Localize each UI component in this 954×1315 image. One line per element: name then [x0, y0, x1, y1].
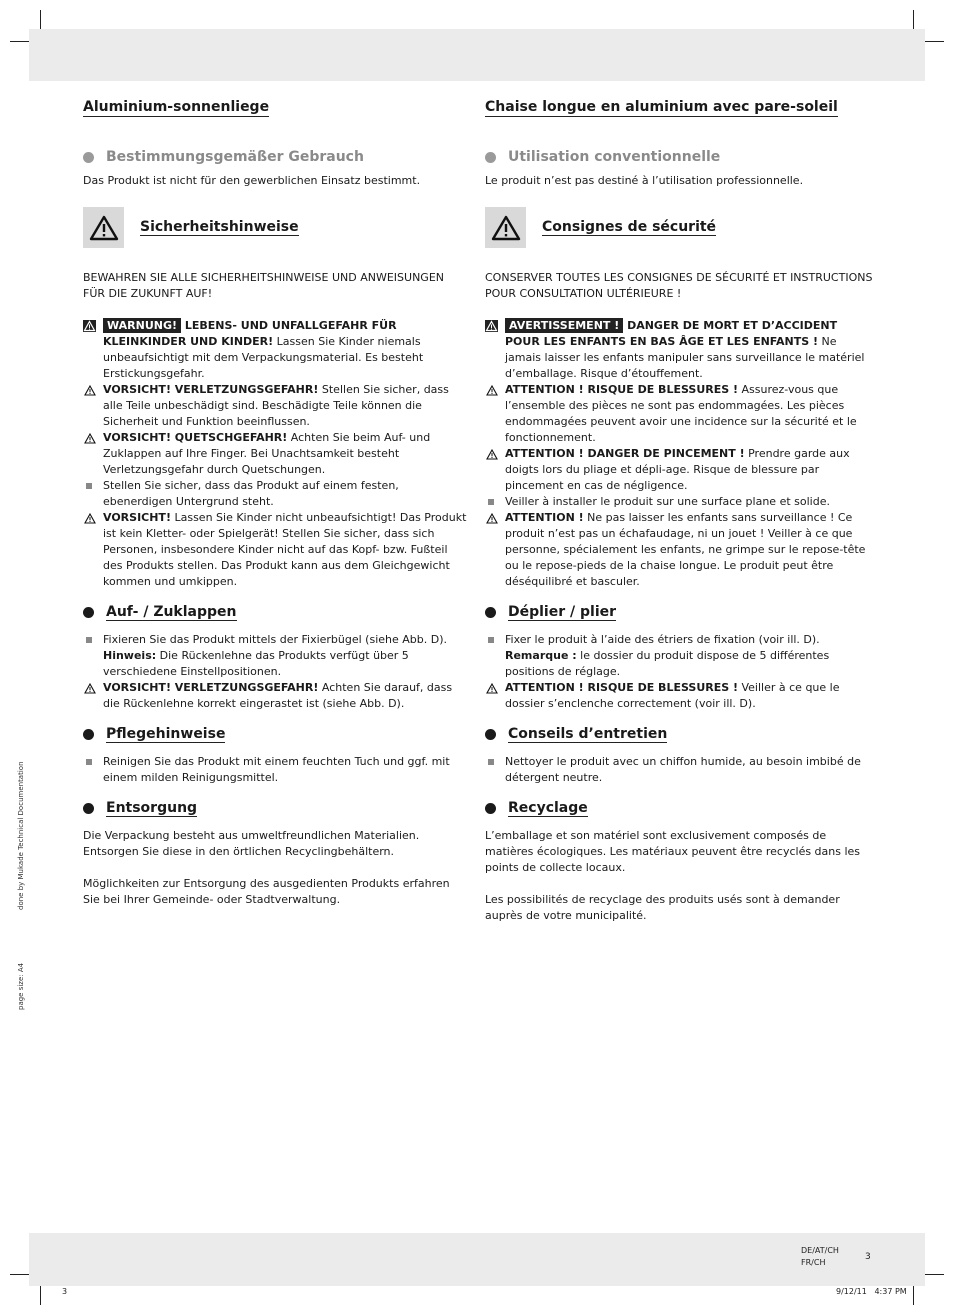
caution-triangle-icon [486, 683, 498, 694]
note-text: Die Rückenlehne das Produkts verfügt über 5 verschiedene Einstellpositionen. [103, 649, 409, 678]
bullet-item [83, 754, 469, 786]
caution-bold-text: VORSICHT! VERLETZUNGSGEFAHR! [103, 681, 319, 694]
caution-text: Lassen Sie Kinder nicht unbeaufsichtigt! Das Produkt ist kein Kletter- oder Spielgerät! Stellen Sie sicher, dass sich Personen, insbesondere Kinder nicht auf das Kopf- bzw. Fußteil des Produkts stellen. Das Produkt kann aus dem Gleichgewicht kommen und umkippen. [103, 511, 467, 588]
paragraph: Les possibilités de recyclage des produits usés sont à demander auprès de votre municipalité. [485, 893, 840, 922]
square-bullet-icon [488, 637, 494, 643]
section-heading [485, 604, 875, 620]
safety-header [83, 207, 469, 248]
paragraph: BEWAHREN SIE ALLE SICHERHEITSHINWEISE UND ANWEISUNGEN FÜR DIE ZUKUNFT AUF! [83, 271, 445, 300]
caution-triangle-icon [486, 449, 498, 460]
section-title: Auf- / Zuklappen [106, 604, 237, 620]
caution-item [485, 510, 875, 590]
warning-bold-text: DANGER DE MORT ET D’ACCIDENT POUR LES ENFANTS EN BAS ÂGE ET LES ENFANTS ! [505, 319, 838, 348]
warning-text: Ne jamais laisser les enfants manipuler sans surveillance le matériel d’emballage. Risque d’étouffement. [505, 335, 865, 380]
crop-mark [40, 1283, 41, 1305]
caution-triangle-icon [486, 385, 498, 396]
section-title: Bestimmungsgemäßer Gebrauch [106, 149, 364, 165]
caution-bold-text: VORSICHT! VERLETZUNGSGEFAHR! [103, 383, 319, 396]
warning-bold-text: LEBENS- UND UNFALLGEFAHR FÜR KLEINKINDER UND KINDER! [103, 319, 397, 348]
caution-bold-text: ATTENTION ! RISQUE DE BLESSURES ! [505, 383, 738, 396]
bullet-item [83, 632, 469, 680]
paragraph: L’emballage et son matériel sont exclusivement composés de matières écologiques. Les matériaux peuvent être recyclés dans les points de collecte locaux. [485, 829, 861, 874]
caution-text: Achten Sie darauf, dass die Rückenlehne korrekt eingerastet ist (siehe Abb. D). [103, 681, 453, 710]
caution-item [83, 430, 469, 478]
section-heading [485, 149, 875, 165]
section-title: Pflegehinweise [106, 726, 226, 742]
language-codes [801, 1245, 839, 1269]
caution-text: Stellen Sie sicher, dass alle Teile unbeschädigt sind. Beschädigte Teile können die Sicherheit und Funktion beeinflussen. [103, 383, 449, 428]
caution-triangle-icon [84, 433, 96, 444]
section-heading [83, 149, 469, 165]
caution-text: Prendre garde aux doigts lors du pliage et dépli-age. Risque de blessure par pincement en cas de négligence. [505, 447, 850, 492]
caution-text: Assurez-vous que l’ensemble des pièces ne sont pas endommagées. Les pièces endommagées peuvent avoir une incidence sur la sécurité et le fonctionnement. [505, 383, 857, 444]
caution-item [485, 382, 875, 446]
bullet-item [485, 632, 875, 680]
bullet-item [485, 494, 875, 510]
caution-bold-text: VORSICHT! [103, 511, 171, 524]
warning-icon [485, 320, 498, 332]
warning-item [485, 318, 875, 382]
section-title: Conseils d’entretien [508, 726, 668, 742]
bullet-item [485, 754, 875, 786]
page-number: 3 [865, 1252, 871, 1262]
language-line: DE/AT/CH [801, 1246, 839, 1255]
section-heading [83, 726, 469, 742]
caution-triangle-icon [84, 385, 96, 396]
note-label: Remarque : [505, 649, 577, 662]
caution-item [485, 680, 875, 712]
bullet-text: Fixieren Sie das Produkt mittels der Fixierbügel (siehe Abb. D). [103, 633, 448, 646]
footer-band [29, 1233, 925, 1286]
bullet-item [83, 478, 469, 510]
caution-bold-text: VORSICHT! QUETSCHGEFAHR! [103, 431, 288, 444]
caution-bold-text: ATTENTION ! [505, 511, 584, 524]
square-bullet-icon [488, 759, 494, 765]
french-column [485, 96, 875, 924]
warning-triangle-icon [83, 207, 124, 248]
bullet-text: Veiller à installer le produit sur une surface plane et solide. [505, 495, 830, 508]
section-heading [485, 800, 875, 816]
paragraph: Le produit n’est pas destiné à l’utilisation professionnelle. [485, 174, 804, 187]
caution-text: Achten Sie beim Auf- und Zuklappen auf Ihre Finger. Bei Unachtsamkeit besteht Verletzungsgefahr durch Quetschungen. [103, 431, 431, 476]
section-title: Sicherheitshinweise [140, 219, 299, 235]
bullet-text: Reinigen Sie das Produkt mit einem feuchten Tuch und ggf. mit einem milden Reinigungsmittel. [103, 755, 450, 784]
safety-header [485, 207, 875, 248]
section-heading [83, 604, 469, 620]
doc-credit: done by Mukade Technical Documentation [17, 761, 25, 910]
print-timestamp: 9/12/11 4:37 PM [836, 1287, 907, 1296]
bullet-dot-icon [485, 152, 496, 163]
paragraph: Die Verpackung besteht aus umweltfreundlichen Materialien. Entsorgen Sie diese in den örtlichen Recyclingbehältern. [83, 829, 420, 858]
bullet-dot-icon [83, 152, 94, 163]
paragraph: CONSERVER TOUTES LES CONSIGNES DE SÉCURITÉ ET INSTRUCTIONS POUR CONSULTATION ULTÉRIEURE ! [485, 271, 873, 300]
bullet-text: Nettoyer le produit avec un chiffon humide, au besoin imbibé de détergent neutre. [505, 755, 861, 784]
paragraph: Möglichkeiten zur Entsorgung des ausgedienten Produkts erfahren Sie bei Ihrer Gemeinde- oder Stadtverwaltung. [83, 877, 450, 906]
crop-mark [913, 1283, 914, 1305]
section-title: Entsorgung [106, 800, 198, 816]
caution-triangle-icon [84, 683, 96, 694]
paragraph: Das Produkt ist nicht für den gewerblichen Einsatz bestimmt. [83, 174, 421, 187]
section-heading [485, 726, 875, 742]
crop-mark [922, 41, 944, 42]
section-title: Consignes de sécurité [542, 219, 717, 235]
square-bullet-icon [488, 499, 494, 505]
caution-triangle-icon [486, 513, 498, 524]
bullet-dot-icon [83, 803, 94, 814]
square-bullet-icon [86, 759, 92, 765]
caution-bold-text: ATTENTION ! DANGER DE PINCEMENT ! [505, 447, 745, 460]
language-line: FR/CH [801, 1258, 826, 1267]
warning-item [83, 318, 469, 382]
caution-triangle-icon [84, 513, 96, 524]
section-heading [83, 800, 469, 816]
caution-item [83, 510, 469, 590]
page-title: Chaise longue en aluminium avec pare-soleil [485, 99, 838, 115]
bullet-dot-icon [83, 607, 94, 618]
bullet-dot-icon [485, 803, 496, 814]
bullet-text: Stellen Sie sicher, dass das Produkt auf einem festen, ebenerdigen Untergrund steht. [103, 479, 399, 508]
caution-item [83, 680, 469, 712]
section-title: Utilisation conventionnelle [508, 149, 721, 165]
caution-text: Ne pas laisser les enfants sans surveillance ! Ce produit n’est pas un échafaudage, ni un jouet ! Veiller à ce que personne, spécialement les enfants, ne grimpe sur le repose-tête ou le repose-pieds de la chaise longue. Le produit peut être déséquilibré et basculer. [505, 511, 866, 588]
bullet-dot-icon [485, 729, 496, 740]
warning-triangle-icon [485, 207, 526, 248]
page-size-note: page size: A4 [17, 962, 25, 1010]
square-bullet-icon [86, 483, 92, 489]
caution-text: Veiller à ce que le dossier s’enclenche correctement (voir ill. D). [505, 681, 840, 710]
warning-text: Lassen Sie Kinder niemals unbeaufsichtigt mit dem Verpackungsmaterial. Es besteht Erstickungsgefahr. [103, 335, 424, 380]
caution-item [83, 382, 469, 430]
section-title: Recyclage [508, 800, 588, 816]
crop-mark [922, 1274, 944, 1275]
square-bullet-icon [86, 637, 92, 643]
note-text: le dossier du produit dispose de 5 différentes positions de réglage. [505, 649, 830, 678]
header-band [29, 29, 925, 81]
bullet-text: Fixer le produit à l’aide des étriers de fixation (voir ill. D). [505, 633, 820, 646]
warning-badge: WARNUNG! [103, 318, 181, 333]
caution-item [485, 446, 875, 494]
note-label: Hinweis: [103, 649, 157, 662]
bullet-dot-icon [83, 729, 94, 740]
german-column [83, 96, 469, 908]
page-title: Aluminium-sonnenliege [83, 99, 270, 115]
left-page-number: 3 [62, 1287, 68, 1296]
warning-icon [83, 320, 96, 332]
section-title: Déplier / plier [508, 604, 617, 620]
caution-bold-text: ATTENTION ! RISQUE DE BLESSURES ! [505, 681, 738, 694]
warning-badge: AVERTISSEMENT ! [505, 318, 623, 333]
bullet-dot-icon [485, 607, 496, 618]
